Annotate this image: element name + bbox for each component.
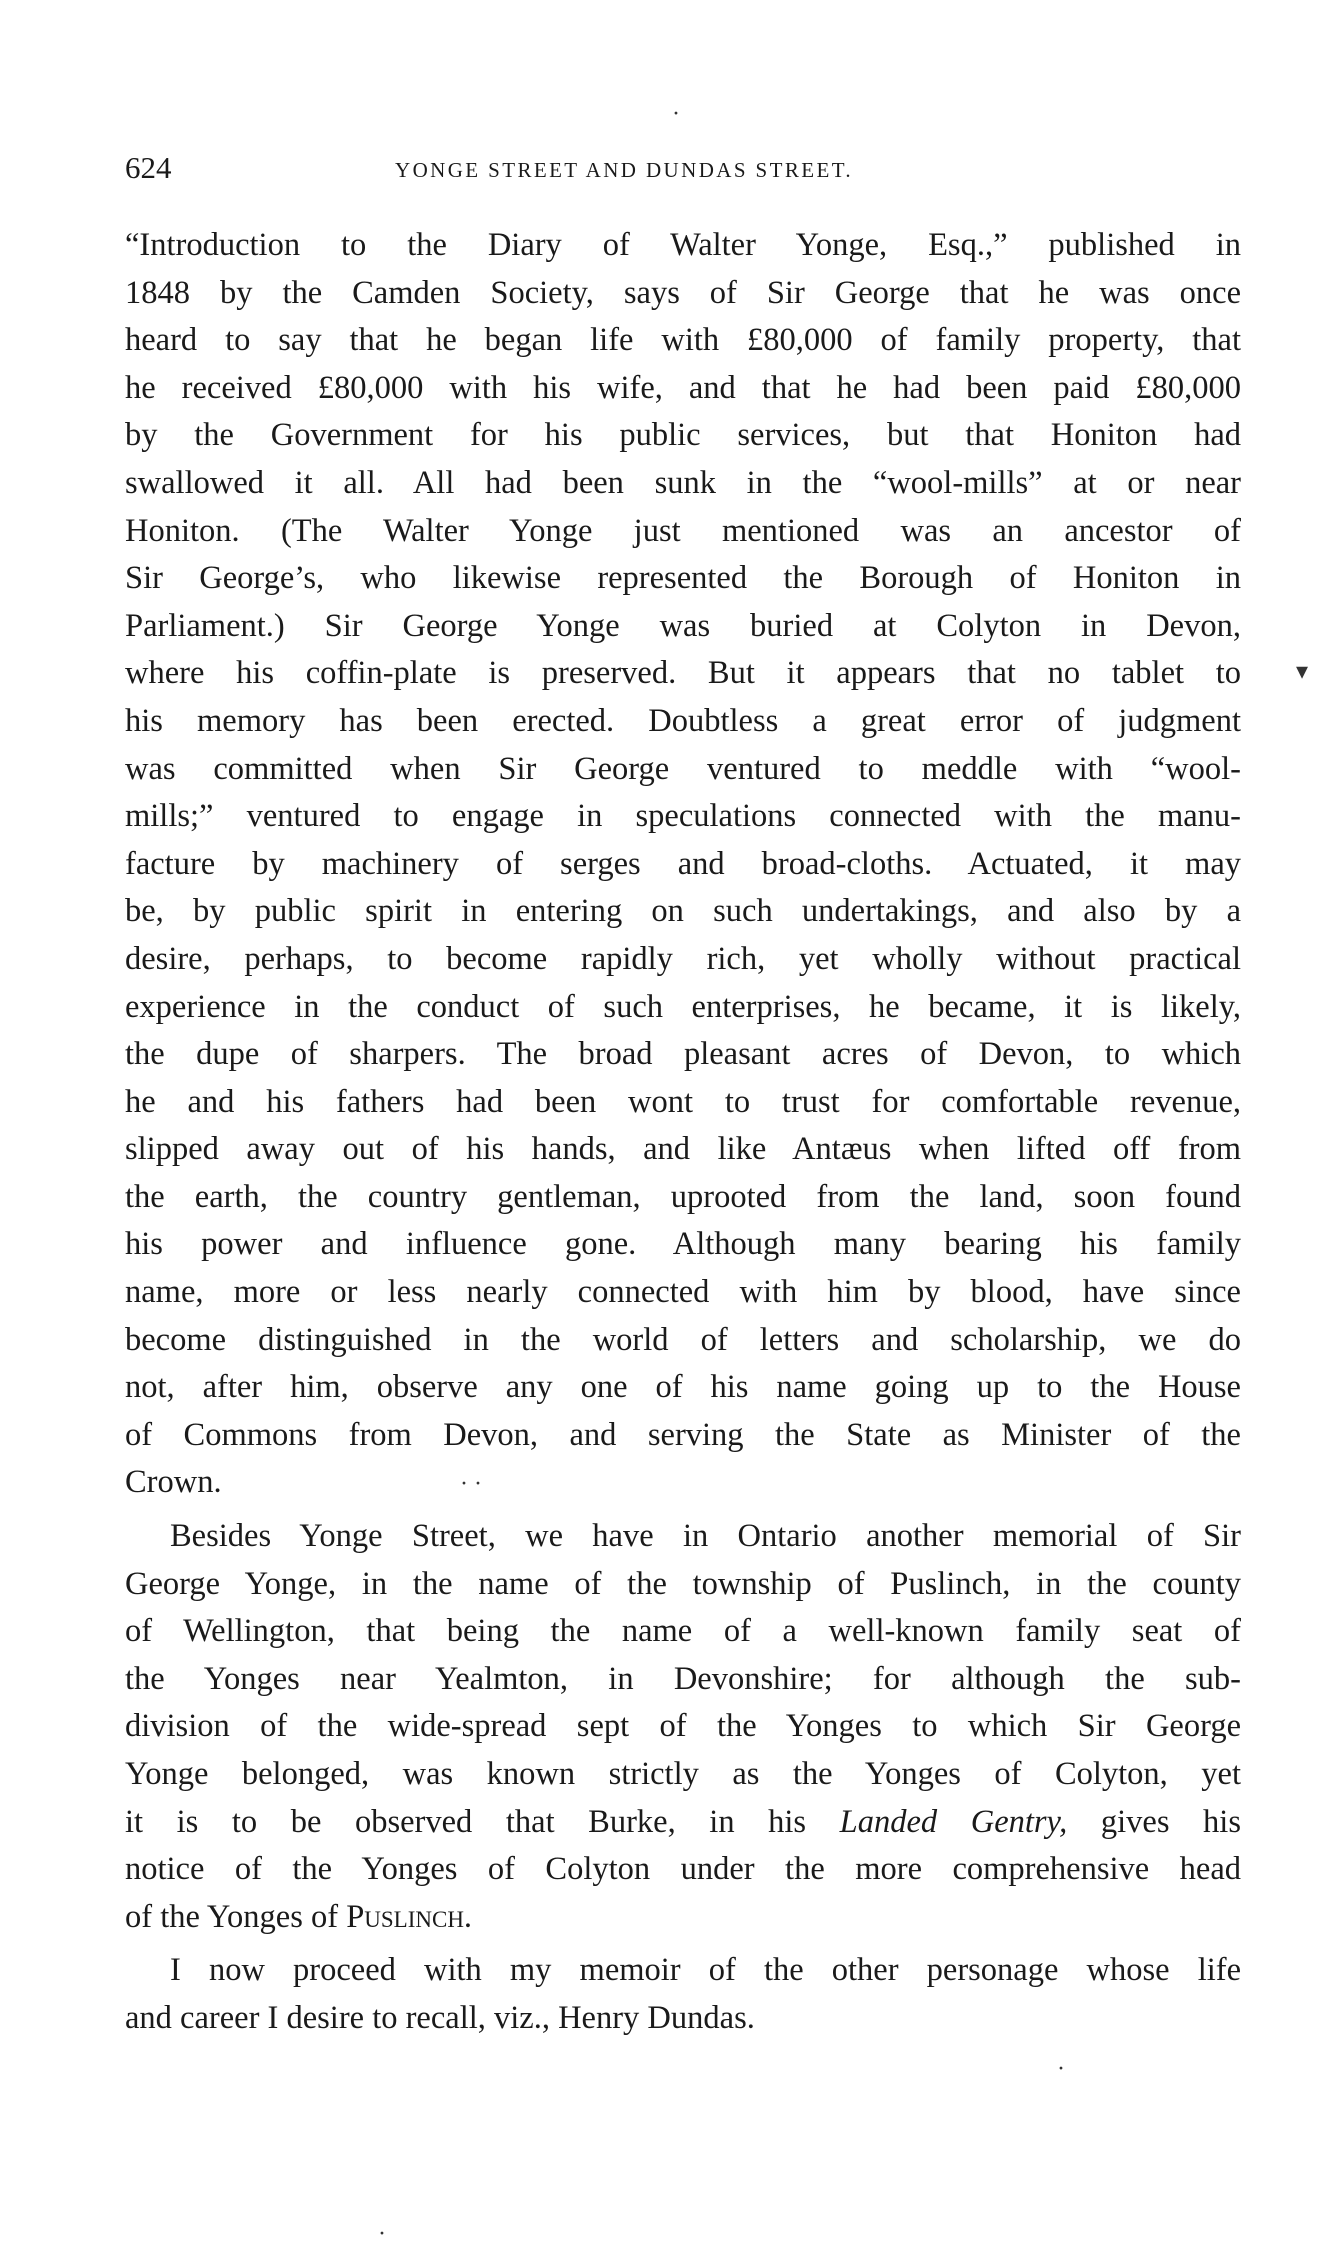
paragraph-1 xyxy=(125,222,1241,1507)
running-title: YONGE STREET AND DUNDAS STREET. xyxy=(395,158,854,182)
text-line: the earth, the country gentleman, uprooted from the land, soon found xyxy=(125,1178,1241,1215)
text-line: Parliament.) Sir George Yonge was buried at Colyton in Devon, xyxy=(125,607,1241,644)
text-line: 1848 by the Camden Society, says of Sir George that he was once xyxy=(125,274,1241,311)
text-line: Sir George’s, who likewise represented the Borough of Honiton in xyxy=(125,560,1241,597)
text-line xyxy=(125,1799,1241,1847)
text-line: not, after him, observe any one of his name going up to the House xyxy=(125,1369,1241,1406)
place-name-puslinch: Puslinch. xyxy=(346,1898,473,1935)
text-line: his memory has been erected. Doubtless a great error of judgment xyxy=(125,702,1241,739)
text-line: I now proceed with my memoir of the other personage whose life xyxy=(170,1952,1241,1989)
text-line: his power and influence gone. Although many bearing his family xyxy=(125,1226,1241,1263)
paragraph-2 xyxy=(125,1513,1241,1941)
line-text: gives his xyxy=(1067,1803,1241,1840)
text-line: and career I desire to recall, viz., Henry Dundas. xyxy=(125,1999,755,2036)
text-line: Yonge belonged, was known strictly as the Yonges of Colyton, yet xyxy=(125,1756,1241,1792)
text-line: by the Government for his public services, but that Honiton had xyxy=(125,417,1241,454)
text-line: notice of the Yonges of Colyton under the more comprehensive head xyxy=(125,1851,1241,1888)
text-line: where his coffin-plate is preserved. But it appears that no tablet to xyxy=(125,655,1241,692)
text-line: the Yonges near Yealmton, in Devonshire; for although the sub- xyxy=(125,1660,1241,1697)
text-line: “Introduction to the Diary of Walter Yonge, Esq.,” published in xyxy=(125,227,1241,263)
text-line: of Wellington, that being the name of a well-known family seat of xyxy=(125,1613,1241,1650)
body-text xyxy=(125,222,1241,2043)
paragraph-3 xyxy=(125,1947,1241,2042)
text-line: George Yonge, in the name of the township of Puslinch, in the county xyxy=(125,1565,1241,1602)
line-text: it is to be observed that Burke, in his xyxy=(125,1803,840,1840)
text-line xyxy=(125,1894,1241,1942)
book-title-landed-gentry: Landed Gentry, xyxy=(839,1803,1068,1840)
page-number: 624 xyxy=(125,150,172,185)
text-line: he and his fathers had been wont to trust for comfortable revenue, xyxy=(125,1083,1241,1120)
text-line: desire, perhaps, to become rapidly rich, yet wholly without practical xyxy=(125,940,1241,977)
print-speck: · · xyxy=(460,1471,482,1497)
print-speck: · xyxy=(1057,2056,1065,2082)
line-text: of the Yonges of xyxy=(125,1898,347,1935)
text-line: heard to say that he began life with £80,000 of family property, that xyxy=(125,322,1241,359)
text-line: name, more or less nearly connected with him by blood, have since xyxy=(125,1274,1241,1311)
text-line: Honiton. (The Walter Yonge just mentioned was an ancestor of xyxy=(125,512,1241,549)
text-line: become distinguished in the world of letters and scholarship, we do xyxy=(125,1321,1241,1358)
text-line: the dupe of sharpers. The broad pleasant acres of Devon, to which xyxy=(125,1036,1241,1073)
text-line: be, by public spirit in entering on such undertakings, and also by a xyxy=(125,893,1241,930)
print-speck: · xyxy=(672,101,680,127)
text-line: facture by machinery of serges and broad-cloths. Actuated, it may xyxy=(125,845,1241,882)
text-line: he received £80,000 with his wife, and that he had been paid £80,000 xyxy=(125,369,1241,406)
page-header xyxy=(125,148,1230,188)
text-line: Crown. xyxy=(125,1464,222,1501)
text-line: swallowed it all. All had been sunk in the “wool-mills” at or near xyxy=(125,464,1241,501)
text-line: experience in the conduct of such enterprises, he became, it is likely, xyxy=(125,988,1241,1025)
text-line: mills;” ventured to engage in speculations connected with the manu- xyxy=(125,798,1241,835)
text-line: slipped away out of his hands, and like Antæus when lifted off from xyxy=(125,1131,1241,1168)
text-line: of Commons from Devon, and serving the State as Minister of the xyxy=(125,1416,1241,1453)
print-speck: · xyxy=(378,2221,386,2247)
margin-arrow-icon: ▾ xyxy=(1296,659,1309,685)
text-line: Besides Yonge Street, we have in Ontario another memorial of Sir xyxy=(170,1518,1241,1555)
text-line: was committed when Sir George ventured to meddle with “wool- xyxy=(125,750,1241,787)
text-line: division of the wide-spread sept of the Yonges to which Sir George xyxy=(125,1708,1241,1745)
